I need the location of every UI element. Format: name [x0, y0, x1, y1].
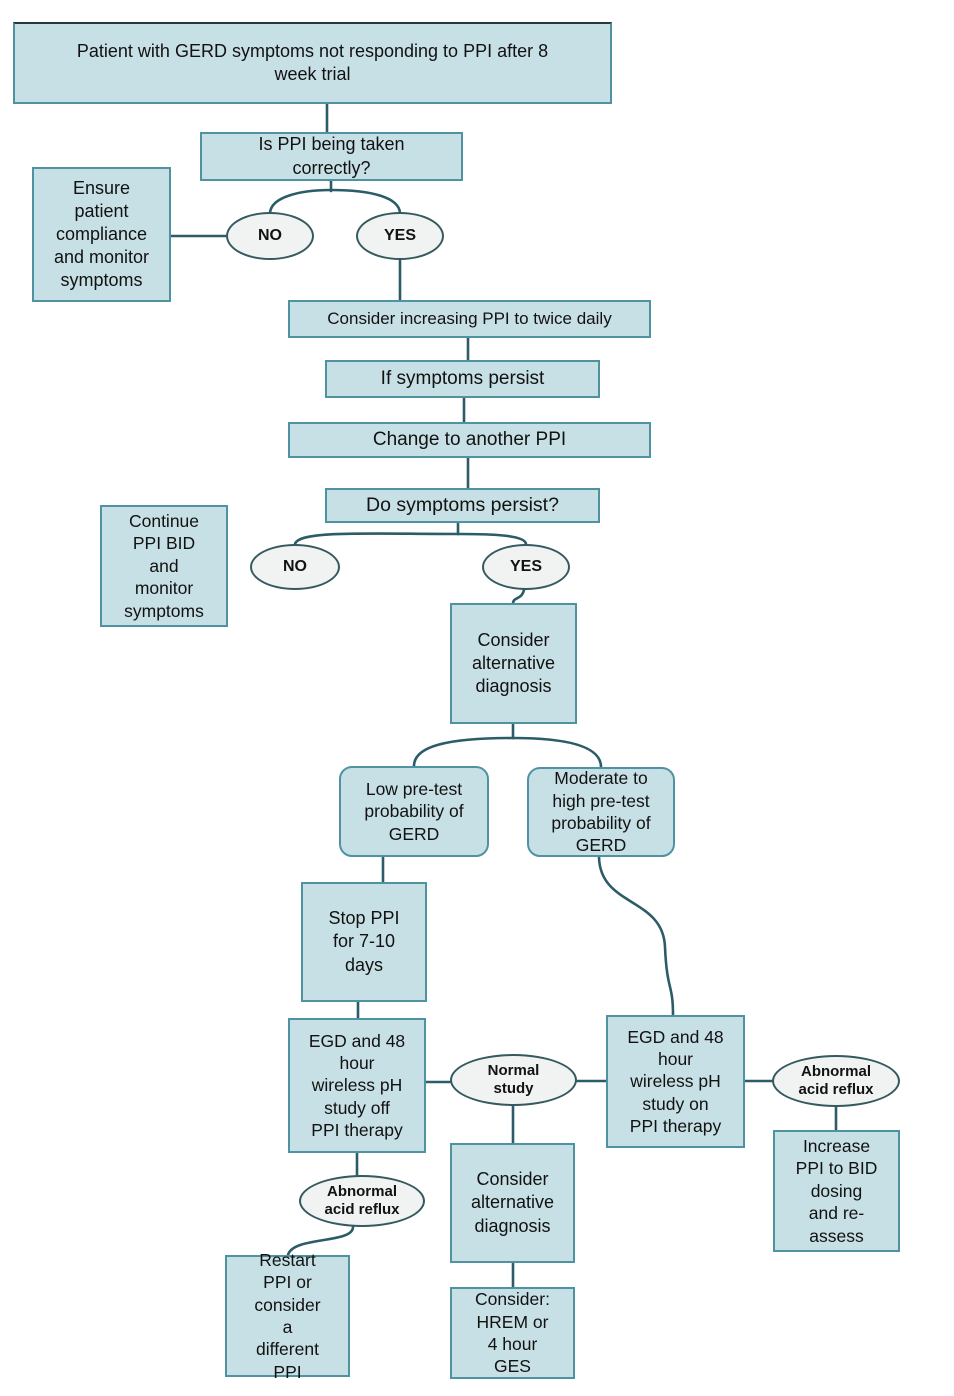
node-mod-pretest-label: Moderate to high pre-test probability of GERD: [551, 768, 651, 856]
decision-yes-2-label: YES: [509, 558, 542, 576]
node-mod-pretest: [527, 767, 675, 857]
decision-yes-1-label: YES: [383, 227, 416, 245]
node-start-label: Patient with GERD symptoms not responding to PPI after 8 week trial: [76, 40, 549, 84]
decision-abnormal-right-label: Abnormal acid reflux: [798, 1063, 874, 1098]
edge-q1-no: [270, 190, 331, 213]
edge-mod-egdon: [599, 857, 673, 1015]
decision-no-2: [250, 544, 340, 590]
node-restart-ppi: [225, 1249, 350, 1382]
node-restart-ppi-label: Restart PPI or consider a different PPI: [254, 1249, 321, 1382]
node-change-ppi-label: Change to another PPI: [372, 428, 567, 450]
node-q-taken-correctly-label: Is PPI being taken correctly?: [258, 134, 405, 178]
node-ensure-compliance: [32, 167, 171, 302]
node-if-symptoms-persist-label: If symptoms persist: [380, 367, 545, 389]
node-q-symptoms-persist-label: Do symptoms persist?: [366, 494, 559, 517]
node-egd-on-label: EGD and 48 hour wireless pH study on PPI therapy: [627, 1026, 724, 1137]
node-continue-bid: [100, 505, 228, 627]
node-increase-twice-daily-label: Consider increasing PPI to twice daily: [327, 309, 612, 329]
node-consider-alt-2: [450, 1143, 575, 1263]
node-consider-hrem: [450, 1287, 575, 1379]
decision-normal-study: [450, 1054, 577, 1106]
edge-yes2-alt1: [513, 590, 524, 604]
edge-q2-yes: [458, 534, 526, 544]
decision-normal-study-label: Normal study: [487, 1062, 540, 1097]
node-consider-alt-2-label: Consider alternative diagnosis: [470, 1169, 555, 1236]
node-consider-hrem-label: Consider: HREM or 4 hour GES: [475, 1289, 550, 1377]
node-stop-ppi-label: Stop PPI for 7-10 days: [328, 908, 400, 975]
decision-yes-1: [356, 212, 444, 260]
node-change-ppi: [288, 422, 651, 458]
node-consider-alt-1: [450, 603, 577, 724]
node-low-pretest: [339, 766, 489, 857]
edge-q2-no: [295, 533, 458, 544]
decision-no-1-label: NO: [258, 227, 282, 245]
node-egd-off-label: EGD and 48 hour wireless pH study off PPI therapy: [308, 1030, 406, 1141]
node-ensure-compliance-label: Ensure patient compliance and monitor symptoms: [53, 177, 150, 291]
decision-abnormal-left-label: Abnormal acid reflux: [324, 1183, 400, 1218]
node-egd-on: [606, 1015, 745, 1148]
node-if-symptoms-persist: [325, 360, 600, 398]
node-continue-bid-label: Continue PPI BID and monitor symptoms: [124, 511, 204, 621]
node-start: [13, 22, 612, 104]
node-increase-bid-label: Increase PPI to BID dosing and re-assess: [795, 1136, 878, 1246]
node-low-pretest-label: Low pre-test probability of GERD: [364, 778, 464, 844]
node-q-taken-correctly: [200, 132, 463, 181]
node-consider-alt-1-label: Consider alternative diagnosis: [471, 629, 556, 697]
node-q-symptoms-persist: [325, 488, 600, 523]
node-stop-ppi: [301, 882, 427, 1002]
decision-no-1: [226, 212, 314, 260]
node-increase-bid: [773, 1130, 900, 1252]
decision-no-2-label: NO: [283, 558, 307, 576]
decision-abnormal-right: [772, 1055, 900, 1107]
decision-yes-2: [482, 544, 570, 590]
edge-alt1-mod: [513, 738, 601, 767]
edge-alt1-low: [414, 738, 513, 766]
decision-abnormal-left: [299, 1175, 425, 1227]
edge-q1-yes: [331, 190, 400, 213]
node-increase-twice-daily: [288, 300, 651, 338]
node-egd-off: [288, 1018, 426, 1153]
